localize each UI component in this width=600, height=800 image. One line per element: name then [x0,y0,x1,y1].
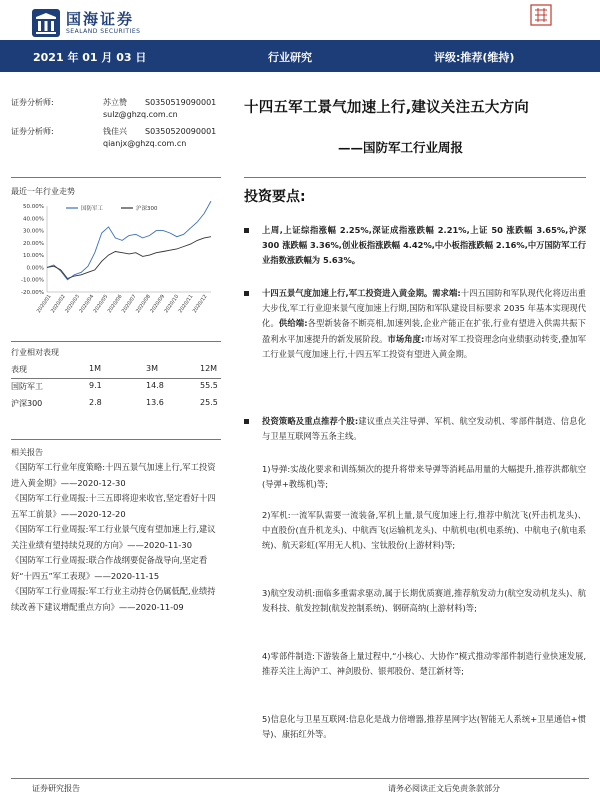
analyst-cert-number: S0350520090001 [145,127,217,136]
related-report-text: 《国防军工行业周报:军工行业景气度有望加速上行,建议关注业绩有望持续兑现的方向》 [11,524,216,550]
related-report-date: ——2020-11-09 [118,601,184,612]
series-line-csi300 [47,237,211,279]
related-report-text: 《国防军工行业年度策略:十四五景气加速上行,军工投资进入黄金期》 [11,462,216,488]
x-tick-label: 2020/12 [191,293,209,315]
related-report-item[interactable] [11,460,223,491]
related-report-date: ——2020-12-20 [60,508,126,519]
direction-missile: 1)导弹:实战化要求和训练频次的提升将带来导弹等消耗品用量的大幅提升,推荐洪都航空(导弹+教练机)等; [262,464,586,490]
analyst-label: 证券分析师: [11,127,54,136]
outlook-market-heading: 市场角度: [387,333,425,344]
industry-trend-chart [11,200,221,325]
table-row [11,395,221,412]
analyst-name: 钱佳兴 [103,127,127,136]
investment-points-title: 投资要点: [244,189,306,205]
y-tick-label: 20.00% [23,240,44,247]
table-cell: 2.8 [89,398,102,407]
industry-outlook-paragraph [244,286,586,362]
analyst-cert-number: S0350519090001 [145,98,217,107]
table-cell: 25.5 [200,398,218,407]
strategy-text: 建议重点关注导弹、军机、航空发动机、零部件制造、信息化与卫星互联网等五条主线。 [262,416,586,442]
company-logo [32,6,140,40]
table-header-row [11,361,221,378]
footer-divider [11,778,589,779]
divider [11,341,221,342]
x-tick-label: 2020/03 [64,293,82,315]
logo-emblem-icon [32,9,60,37]
related-report-item[interactable] [11,491,223,522]
x-tick-label: 2020/05 [92,293,110,315]
y-tick-label: 50.00% [23,204,44,210]
x-tick-label: 2020/07 [120,293,138,315]
strategy-paragraph [244,414,586,444]
footer-label: 证券研究报告 [32,784,80,793]
report-type: 行业研究 [268,51,312,64]
divider [11,439,221,440]
bullet-icon [244,419,249,424]
x-tick-label: 2020/06 [106,293,124,315]
x-tick-label: 2020/09 [149,293,167,315]
related-reports-title: 相关报告 [11,448,43,457]
relative-performance-table [11,361,221,412]
direction-engine: 3)航空发动机:面临多重需求驱动,属于长期优质赛道,推荐航发动力(航空发动机龙头)、航发科技、航发控制(航发控制系统)、钢研高纳(上游材料)等; [262,588,586,614]
table-cell: 国防军工 [11,382,43,391]
market-summary-paragraph [244,223,586,269]
logo-chinese-name: 国海证券 [66,9,135,28]
chart-title: 最近一年行业走势 [11,187,75,196]
report-subtitle: ——国防军工行业周报 [338,140,464,155]
table-row [11,378,221,395]
direction-components: 4)零部件制造:下游装备上量过程中,“小核心、大协作”模式推动零部件制造行业快速发展,推荐关注上海沪工、神剑股份、银邦股份、楚江新材等; [262,651,586,677]
related-report-item[interactable] [11,553,223,584]
x-tick-label: 2020/08 [135,293,152,315]
outlook-supply-text: 各型新装备不断亮相,加速列装,企业产能正在扩张,行业有望进入供需共振下盈利水平加速提升的新发展阶段。 [262,318,586,344]
table-header-cell: 1M [89,364,101,373]
y-tick-label: 10.00% [23,253,44,260]
table-cell: 沪深300 [11,399,43,408]
legend-label: 沪深300 [136,206,158,212]
divider [11,177,221,178]
related-report-text: 《国防军工行业周报:军工行业主动持仓仍属低配,业绩持续改善下建议增配重点方向》 [11,586,216,612]
related-report-item[interactable] [11,522,223,553]
analyst-email[interactable]: qianjx@ghzq.com.cn [103,139,187,148]
related-report-date: ——2020-11-30 [127,539,192,550]
market-summary-text: 上周,上证综指涨幅 2.25%,深证成指涨跌幅 2.21%,上证 50 涨跌幅 3.65%,沪深 300 涨跌幅 3.36%,创业板指涨跌幅 4.42%,中小板指涨跌幅 2.16%,中万国防军工行业指数涨跌幅为 5.63%。 [262,225,586,266]
table-header-cell: 3M [146,364,158,373]
report-title: 十四五军工景气加速上行,建议关注五大方向 [244,100,530,116]
related-reports-list [11,460,223,615]
outlook-demand-text: 十四五国防和军队现代化将迈出重大步伐,军工行业迎来景气度加速上行期,国防和军队建设目标要求 2035 年基本实现现代化。 [262,288,586,329]
table-cell: 14.8 [146,381,164,390]
related-report-text: 《国防军工行业周报:十三五即将迎来收官,坚定看好十四五军工前景》 [11,493,216,519]
related-report-item[interactable] [11,584,223,615]
report-rating: 评级:推荐(维持) [434,51,515,64]
y-tick-label: 30.00% [23,228,44,235]
y-tick-label: 0.00% [26,265,44,272]
table-cell: 55.5 [200,381,218,390]
table-title: 行业相对表现 [11,348,59,357]
direction-aircraft: 2)军机:一流军队需要一流装备,军机上量,景气度加速上行,推荐中航沈飞(歼击机龙头)、中直股份(直升机龙头)、中航西飞(运输机龙头)、中航机电(机电系统)、中航电子(航电系统)、航天彩虹(军用无人机)、宝钛股份(上游材料)等; [262,510,586,551]
x-tick-label: 2020/04 [78,293,96,315]
analyst-label: 证券分析师: [11,98,54,107]
outlook-heading: 十四五景气度加速上行,军工投资进入黄金期。需求端: [262,288,461,298]
analyst-name: 苏立赞 [103,98,127,107]
outlook-market-text: 市场对军工投资理念向业绩驱动转变,叠加军工行业景气度加速上行,十四五军工投资有望进入黄金期。 [262,333,586,359]
footer-disclaimer[interactable]: 请务必阅读正文后免责条款部分 [388,784,500,793]
table-header-cell: 表现 [11,365,27,374]
report-header-bar [0,40,600,72]
direction-informatization: 5)信息化与卫星互联网:信息化是战力倍增器,推荐星网宇达(智能无人系统+卫星通信+惯导)、康拓红外等。 [262,714,586,740]
y-tick-label: -20.00% [21,290,44,296]
outlook-supply-heading: 供给端: [278,318,308,329]
table-header-cell: 12M [200,364,218,373]
legend-label: 国防军工 [81,206,104,212]
related-report-date: ——2020-12-30 [60,477,126,488]
x-tick-label: 2020/02 [49,293,67,315]
y-tick-label: -10.00% [21,277,44,284]
x-tick-label: 2020/11 [177,293,195,315]
table-cell: 13.6 [146,398,164,407]
bullet-icon [244,291,249,296]
x-tick-label: 2020/01 [35,293,53,315]
logo-english-name: SEALAND SECURITIES [66,27,141,35]
series-line-defense [47,201,211,280]
x-tick-label: 2020/10 [163,293,181,315]
seal-stamp-icon [530,4,552,26]
table-cell: 9.1 [89,381,102,390]
bullet-icon [244,228,249,233]
y-tick-label: 40.00% [23,216,44,223]
analyst-email[interactable]: sulz@ghzq.com.cn [103,110,178,119]
strategy-heading: 投资策略及重点推荐个股: [262,416,359,426]
related-report-text: 《国防军工行业周报:联合作战纲要促备战导向,坚定看好“十四五”军工表现》 [11,555,208,581]
divider [244,177,586,178]
report-date: 2021 年 01 月 03 日 [33,51,147,64]
related-report-date: ——2020-11-15 [94,570,160,581]
